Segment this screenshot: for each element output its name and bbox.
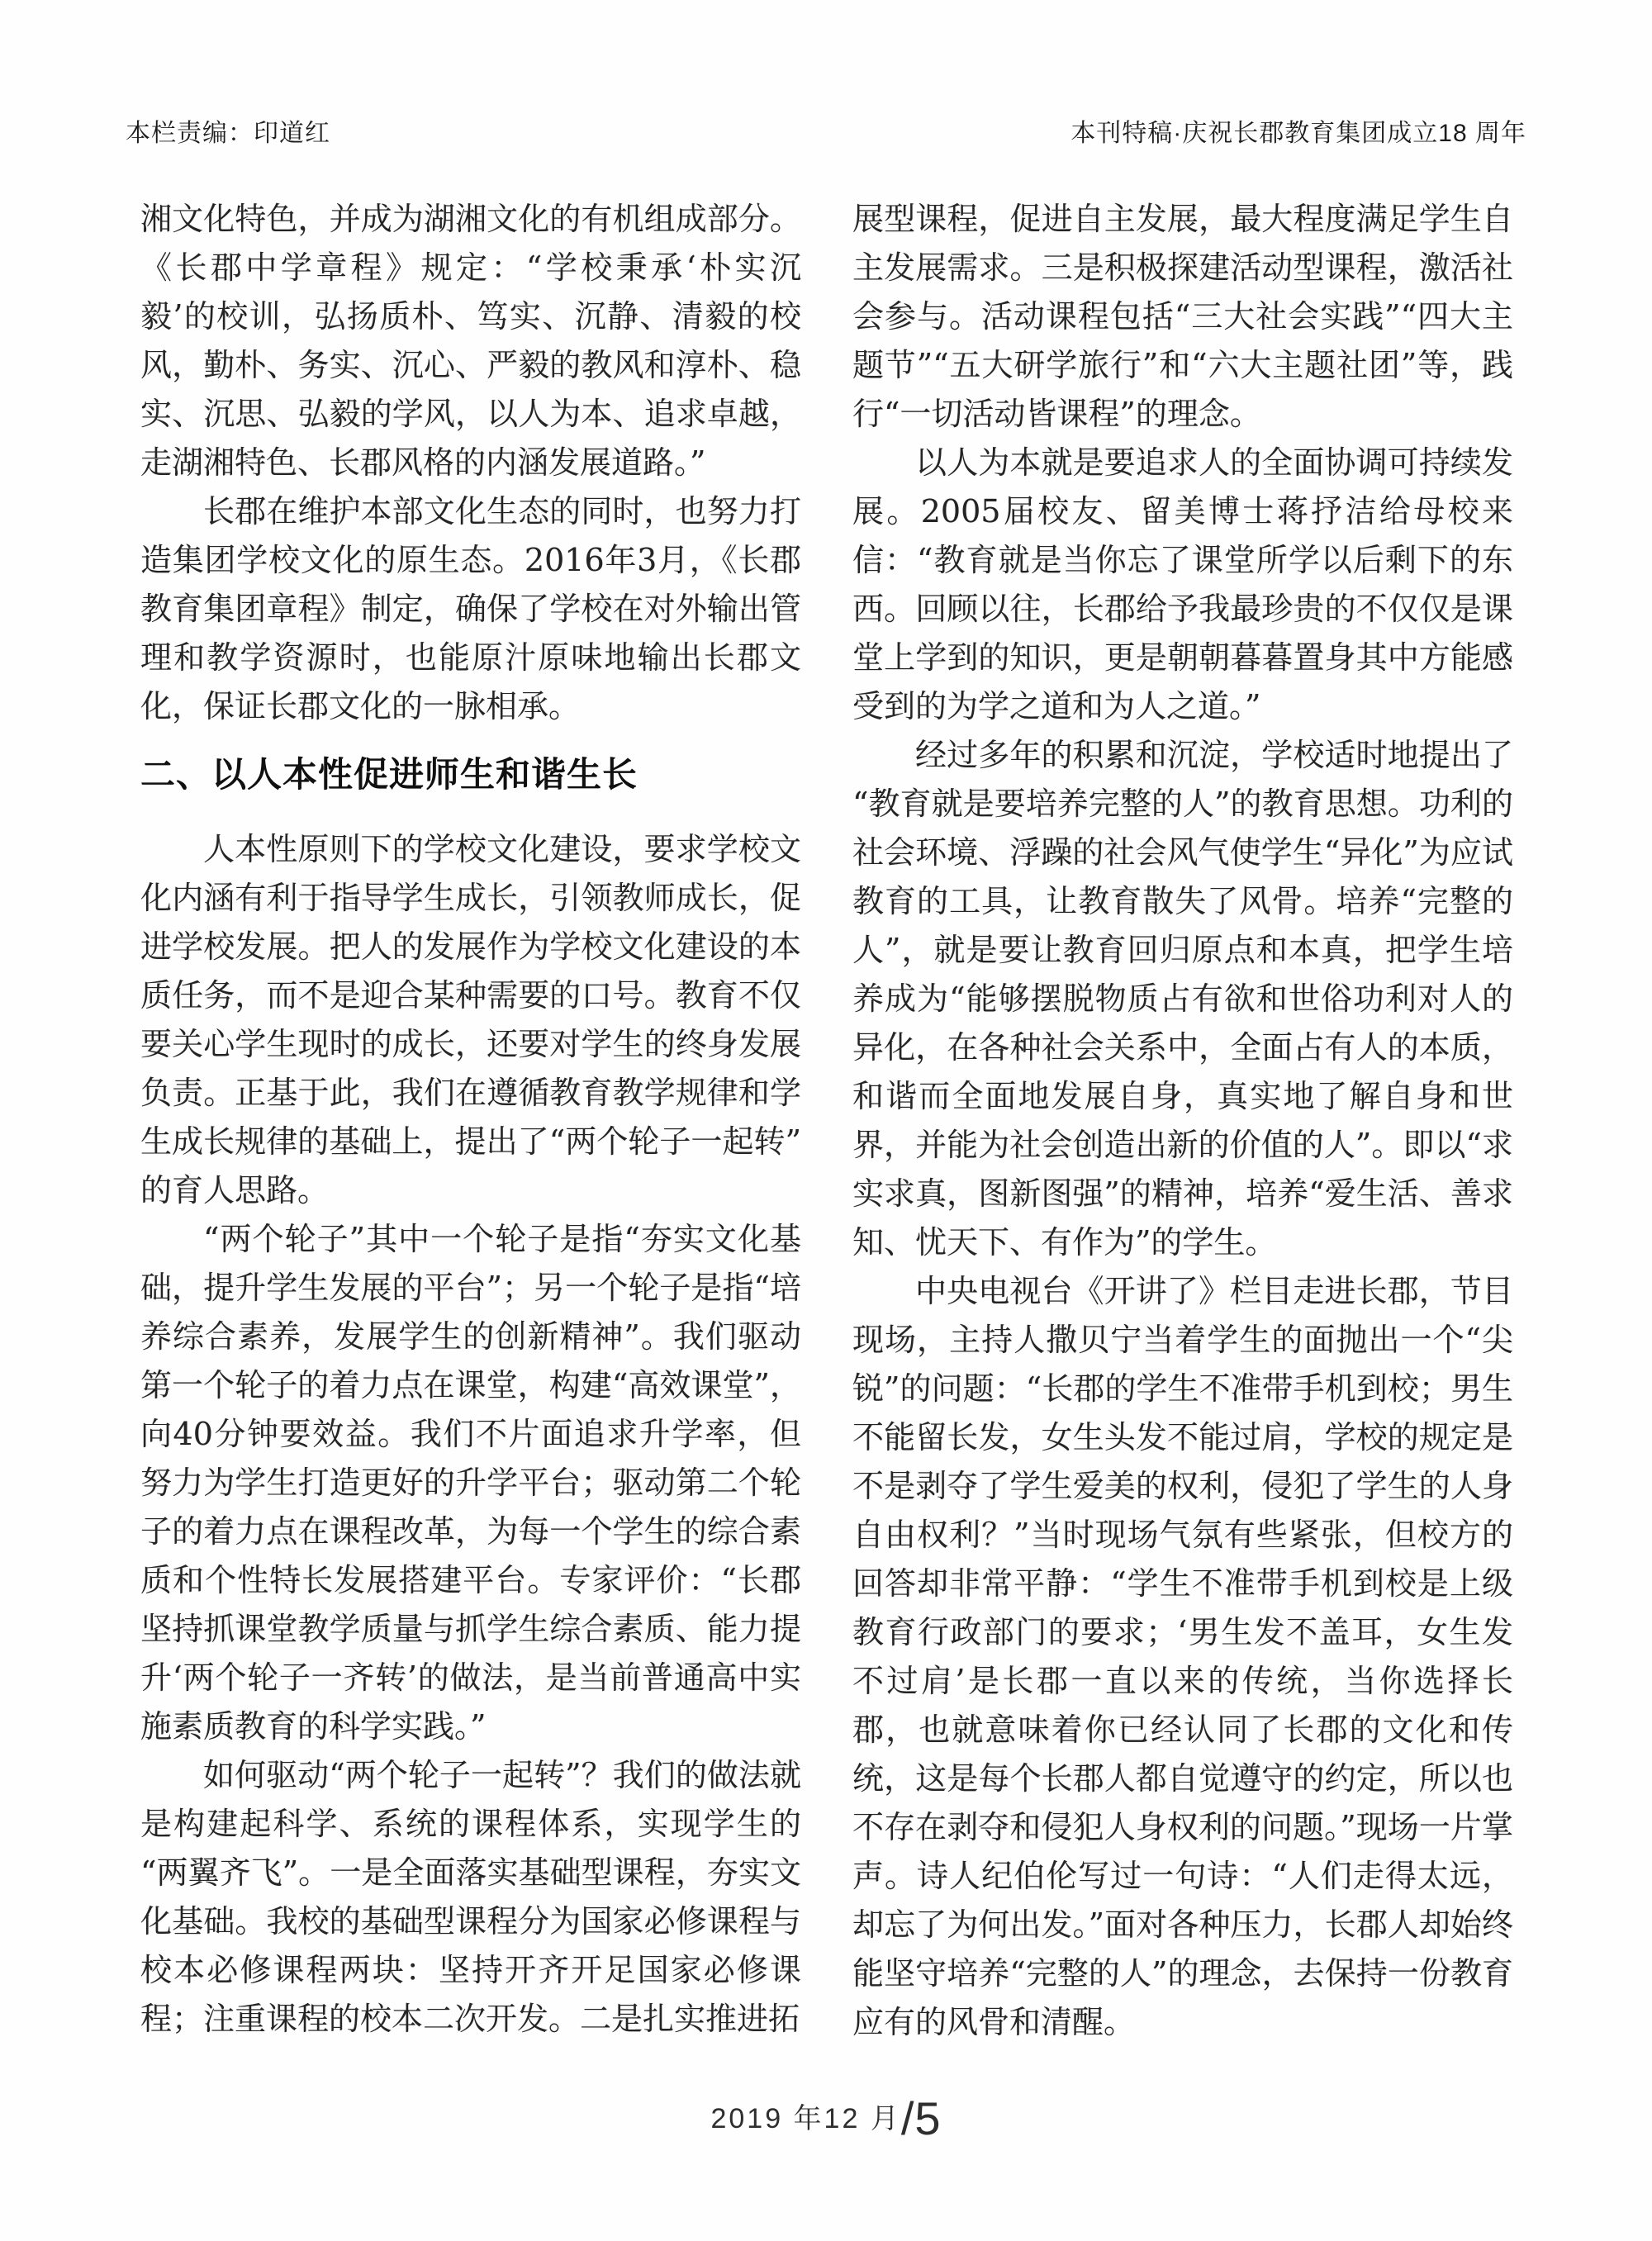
right-column [852,195,1513,2047]
paragraph: 人本性原则下的学校文化建设，要求学校文化内涵有利于指导学生成长，引领教师成长，促进学校发展。把人的发展作为学校文化建设的本质任务，而不是迎合某种需要的口号。教育不仅要关心学生现时的成长，还要对学生的终身发展负责。正基于此，我们在遵循教育教学规律和学生成长规律的基础上，提出了“两个轮子一起转”的育人思路。 [140,831,801,1209]
paragraph: 长郡在维护本部文化生态的同时，也努力打造集团学校文化的原生态。2016年3月，《长郡教育集团章程》制定，确保了学校在对外输出管理和教学资源时，也能原汁原味地输出长郡文化，保证长郡文化的一脉相承。 [140,493,801,724]
footer-page-number: /5 [900,2092,942,2144]
article-body [140,195,1513,2047]
page-header [126,112,1526,149]
paragraph: 经过多年的积累和沉淀，学校适时地提出了“教育就是要培养完整的人”的教育思想。功利的社会环境、浮躁的社会风气使学生“异化”为应试教育的工具，让教育散失了风骨。培养“完整的人”，就是要让教育回归原点和本真，把学生培养成为“能够摆脱物质占有欲和世俗功利对人的异化，在各种社会关系中，全面占有人的本质，和谐而全面地发展自身，真实地了解自身和世界，并能为社会创造出新的价值的人”。即以“求实求真，图新图强”的精神，培养“爱生活、善求知、忧天下、有作为”的学生。 [852,737,1513,1261]
column-editor-credit: 本栏责编：印道红 [126,120,330,147]
paragraph: 以人为本就是要追求人的全面协调可持续发展。2005届校友、留美博士蒋抒洁给母校来信：“教育就是当你忘了课堂所学以后剩下的东西。回顾以往，长郡给予我最珍贵的不仅仅是课堂上学到的知识，更是朝朝暮暮置身其中方能感受到的为学之道和为人之道。” [852,444,1513,724]
paragraph-continuation: 湘文化特色，并成为湖湘文化的有机组成部分。《长郡中学章程》规定：“学校秉承‘朴实沉毅’的校训，弘扬质朴、笃实、沉静、清毅的校风，勤朴、务实、沉心、严毅的教风和淳朴、稳实、沉思、弘毅的学风，以人为本、追求卓越，走湖湘特色、长郡风格的内涵发展道路。” [140,201,801,481]
section-heading: 二、以人本性促进师生和谐生长 [140,755,638,794]
footer-date: 2019 年12 月 [710,2103,901,2134]
paragraph: 中央电视台《开讲了》栏目走进长郡，节目现场，主持人撒贝宁当着学生的面抛出一个“尖锐”的问题：“长郡的学生不准带手机到校；男生不能留长发，女生头发不能过肩，学校的规定是不是剥夺了学生爱美的权利，侵犯了学生的人身自由权利？”当时现场气氛有些紧张，但校方的回答却非常平静：“学生不准带手机到校是上级教育行政部门的要求；‘男生发不盖耳，女生发不过肩’是长郡一直以来的传统，当你选择长郡，也就意味着你已经认同了长郡的文化和传统，这是每个长郡人都自觉遵守的约定，所以也不存在剥夺和侵犯人身权利的问题。”现场一片掌声。诗人纪伯伦写过一句诗：“人们走得太远，却忘了为何出发。”面对各种压力，长郡人却始终能坚守培养“完整的人”的理念，去保持一份教育应有的风骨和清醒。 [852,1273,1513,2040]
paragraph-continuation: 展型课程，促进自主发展，最大程度满足学生自主发展需求。三是积极探建活动型课程，激活社会参与。活动课程包括“三大社会实践”“四大主题节”“五大研学旅行”和“六大主题社团”等，践行“一切活动皆课程”的理念。 [852,201,1513,432]
feature-series-title: 本刊特稿·庆祝长郡教育集团成立18 周年 [1070,120,1526,147]
page-footer [0,2091,1652,2145]
left-column [140,195,801,2047]
paragraph: 如何驱动“两个轮子一起转”？我们的做法就是构建起科学、系统的课程体系，实现学生的“两翼齐飞”。一是全面落实基础型课程，夯实文化基础。我校的基础型课程分为国家必修课程与校本必修课程两块：坚持开齐开足国家必修课程；注重课程的校本二次开发。二是扎实推进拓 [140,1757,801,2038]
paragraph: “两个轮子”其中一个轮子是指“夯实文化基础，提升学生发展的平台”；另一个轮子是指“培养综合素养，发展学生的创新精神”。我们驱动第一个轮子的着力点在课堂，构建“高效课堂”，向40分钟要效益。我们不片面追求升学率，但努力为学生打造更好的升学平台；驱动第二个轮子的着力点在课程改革，为每一个学生的综合素质和个性特长发展搭建平台。专家评价：“长郡坚持抓课堂教学质量与抓学生综合素质、能力提升‘两个轮子一齐转’的做法，是当前普通高中实施素质教育的科学实践。” [140,1221,801,1745]
